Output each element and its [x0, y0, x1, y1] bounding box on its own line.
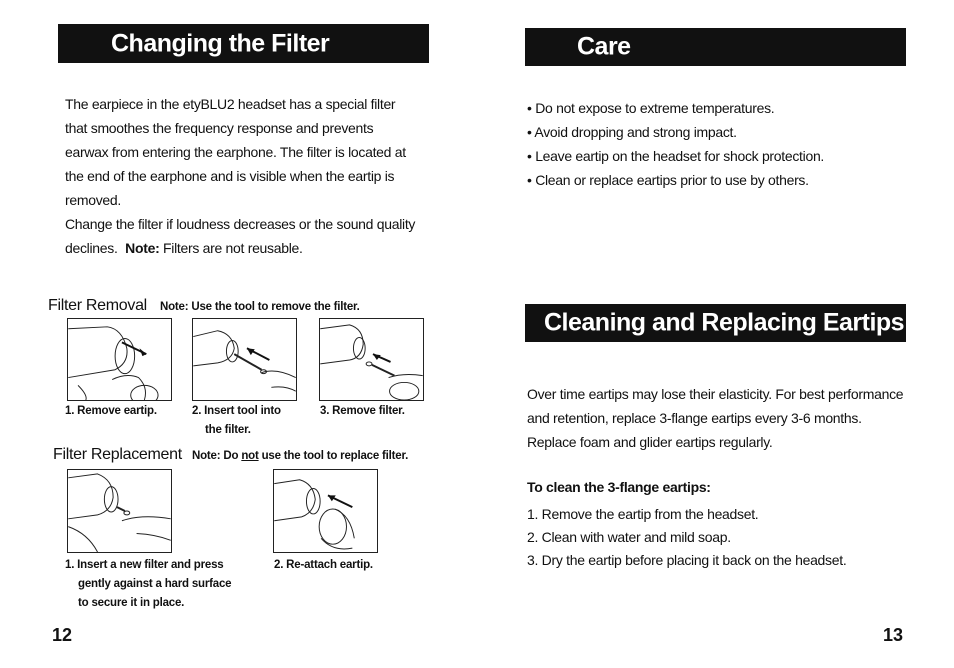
filter-insert-icon — [68, 470, 171, 552]
eartip-removal-icon — [68, 319, 171, 400]
replacement-step-2 — [274, 556, 373, 575]
eartip-reattach-illustration — [273, 469, 378, 553]
care-item: • Leave eartip on the headset for shock protection. — [527, 148, 825, 164]
filter-intro-paragraph — [65, 92, 420, 212]
removal-step-2-line1: 2. Insert tool into — [192, 405, 281, 417]
removal-step-1-line1: 1. Remove eartip. — [65, 405, 157, 417]
replacement-note-prefix: Note: Do — [192, 450, 242, 462]
replacement-step-1-line1: 1. Insert a new filter and press — [65, 559, 224, 571]
filter-insert-illustration — [67, 469, 172, 553]
removal-step-2 — [192, 402, 281, 440]
clean-subhead: To clean the 3-flange eartips: — [527, 479, 711, 495]
care-heading: Care — [577, 32, 631, 61]
filter-change-note-label: Note: — [125, 240, 160, 256]
filter-removal-note: Note: Use the tool to remove the filter. — [160, 301, 360, 313]
filter-change-text: Change the filter if loudness decreases or the sound quality declines. — [65, 216, 416, 256]
filter-change-note-text: Filters are not reusable. — [163, 240, 303, 256]
care-heading-banner — [525, 28, 906, 66]
tool-insert-icon — [193, 319, 296, 400]
clean-step: 2. Clean with water and mild soap. — [527, 529, 731, 545]
cleaning-text: Over time eartips may lose their elasticity. For best performance and retention, replace 3-flange eartips every 3-6 months. Replace foam and glider eartips regularly. — [527, 386, 904, 450]
care-list — [527, 96, 824, 192]
filter-removal-illustration — [319, 318, 424, 401]
changing-filter-heading: Changing the Filter — [111, 29, 330, 57]
filter-removal-title: Filter Removal — [48, 297, 147, 314]
removal-step-2-line2: the filter. — [205, 424, 251, 436]
eartip-reattach-icon — [274, 470, 377, 552]
replacement-note-emphasis: not — [241, 450, 259, 462]
clean-steps-list — [527, 503, 846, 572]
care-item: • Do not expose to extreme temperatures. — [527, 100, 775, 116]
care-item: • Clean or replace eartips prior to use by others. — [527, 172, 809, 188]
changing-filter-heading-banner — [58, 24, 429, 63]
filter-replacement-title: Filter Replacement — [53, 446, 182, 463]
filter-change-paragraph — [65, 212, 420, 260]
replacement-step-1-line3: to secure it in place. — [78, 597, 185, 609]
cleaning-heading-banner — [525, 304, 906, 342]
replacement-step-1-line2: gently against a hard surface — [78, 578, 232, 590]
replacement-step-1 — [65, 556, 231, 613]
filter-intro-text: The earpiece in the etyBLU2 headset has a special filter that smoothes the frequency response and prevents earwax from entering the earphone. The filter is located at the end of the earphone and is visible when the eartip is removed. — [65, 96, 406, 208]
right-page-number: 13 — [883, 625, 904, 645]
replacement-step-2-line1: 2. Re-attach eartip. — [274, 559, 373, 571]
eartip-removal-illustration — [67, 318, 172, 401]
clean-step: 1. Remove the eartip from the headset. — [527, 506, 759, 522]
tool-insert-illustration — [192, 318, 297, 401]
removal-step-1 — [65, 402, 157, 421]
cleaning-heading: Cleaning and Replacing Eartips — [544, 308, 905, 337]
removal-step-3 — [320, 402, 405, 421]
replacement-note-suffix: use the tool to replace filter. — [258, 450, 409, 462]
filter-replacement-note — [192, 450, 408, 462]
left-page-number: 12 — [52, 625, 73, 645]
care-item: • Avoid dropping and strong impact. — [527, 124, 737, 140]
removal-step-3-line1: 3. Remove filter. — [320, 405, 405, 417]
filter-removal-icon — [320, 319, 423, 400]
cleaning-paragraph — [527, 382, 905, 454]
clean-step: 3. Dry the eartip before placing it back on the headset. — [527, 552, 847, 568]
